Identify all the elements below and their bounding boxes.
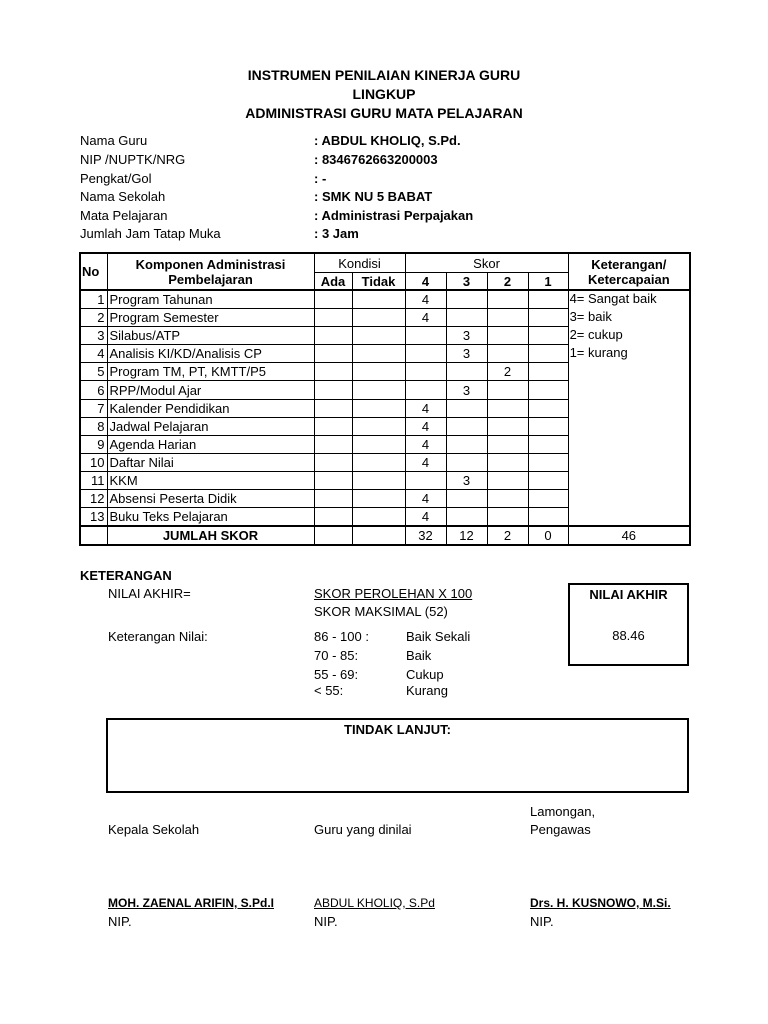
row-no: 7 <box>80 399 107 417</box>
row-no: 5 <box>80 363 107 381</box>
range-3: 55 - 69: <box>314 667 359 682</box>
table-row <box>80 309 690 327</box>
info-value-nip: : 8346762663200003 <box>314 152 438 167</box>
row-ada <box>314 453 352 471</box>
table-row <box>80 345 690 363</box>
nilai-akhir-box-title: NILAI AKHIR <box>589 587 668 602</box>
keterangan-cell <box>568 508 690 527</box>
range-3-desc: Cukup <box>406 667 444 682</box>
row-tidak <box>352 363 405 381</box>
legend-item: 4= Sangat baik <box>568 290 690 309</box>
row-komponen: Absensi Peserta Didik <box>107 490 314 508</box>
th-skor-3: 3 <box>446 273 487 291</box>
row-skor-1 <box>528 327 568 345</box>
signature-place: Lamongan, <box>530 804 596 819</box>
table-row <box>80 508 690 527</box>
row-skor-4 <box>405 471 446 489</box>
assessment-table <box>79 252 691 546</box>
row-skor-3 <box>446 417 487 435</box>
th-skor-1: 1 <box>528 273 568 291</box>
row-komponen: KKM <box>107 471 314 489</box>
row-tidak <box>352 471 405 489</box>
row-tidak <box>352 417 405 435</box>
total-skor-3: 12 <box>446 526 487 545</box>
th-komponen: Komponen Administrasi Pembelajaran <box>107 253 314 290</box>
role-kepala-sekolah: Kepala Sekolah <box>108 822 200 837</box>
formula-numerator: SKOR PEROLEHAN X 100 <box>314 586 473 601</box>
table-row <box>80 435 690 453</box>
range-1: 86 - 100 : <box>314 629 369 644</box>
range-2-desc: Baik <box>406 648 432 663</box>
row-no: 9 <box>80 435 107 453</box>
keterangan-nilai-label: Keterangan Nilai: <box>108 629 208 644</box>
th-skor-2: 2 <box>487 273 528 291</box>
row-ada <box>314 417 352 435</box>
row-ada <box>314 471 352 489</box>
row-tidak <box>352 435 405 453</box>
nilai-akhir-value: 88.46 <box>612 628 645 643</box>
info-label-mapel: Mata Pelajaran <box>80 208 168 223</box>
row-komponen: RPP/Modul Ajar <box>107 381 314 399</box>
keterangan-heading: KETERANGAN <box>80 568 172 583</box>
info-label-pangkat: Pengkat/Gol <box>80 171 152 186</box>
row-komponen: Silabus/ATP <box>107 327 314 345</box>
th-kondisi: Kondisi <box>314 253 405 273</box>
name-guru: ABDUL KHOLIQ, S.Pd <box>314 896 435 910</box>
info-label-nip: NIP /NUPTK/NRG <box>80 152 186 167</box>
row-skor-2 <box>487 417 528 435</box>
keterangan-cell <box>568 399 690 417</box>
row-skor-2: 2 <box>487 363 528 381</box>
row-komponen: Program Semester <box>107 309 314 327</box>
row-ada <box>314 309 352 327</box>
legend-item: 1= kurang <box>568 345 690 363</box>
row-no: 13 <box>80 508 107 527</box>
nilai-akhir-box <box>568 583 689 666</box>
doc-title-line2: LINGKUP <box>352 86 416 102</box>
th-ada: Ada <box>314 273 352 291</box>
row-komponen: Program Tahunan <box>107 290 314 309</box>
row-tidak <box>352 345 405 363</box>
info-value-jam: : 3 Jam <box>314 226 359 241</box>
table-row <box>80 327 690 345</box>
row-skor-2 <box>487 435 528 453</box>
row-skor-3 <box>446 435 487 453</box>
row-skor-1 <box>528 309 568 327</box>
info-label-sekolah: Nama Sekolah <box>80 189 166 204</box>
row-skor-4: 4 <box>405 309 446 327</box>
keterangan-cell <box>568 417 690 435</box>
row-skor-3 <box>446 453 487 471</box>
total-skor-1: 0 <box>528 526 568 545</box>
doc-title-line1: INSTRUMEN PENILAIAN KINERJA GURU <box>247 67 521 83</box>
row-komponen: Agenda Harian <box>107 435 314 453</box>
row-skor-1 <box>528 490 568 508</box>
nip-pengawas: NIP. <box>530 914 554 929</box>
row-ada <box>314 381 352 399</box>
row-skor-4 <box>405 345 446 363</box>
row-skor-3 <box>446 399 487 417</box>
row-skor-4: 4 <box>405 290 446 309</box>
info-label-nama-guru: Nama Guru <box>80 133 148 148</box>
row-ada <box>314 490 352 508</box>
row-skor-4 <box>405 363 446 381</box>
row-skor-1 <box>528 435 568 453</box>
row-komponen: Program TM, PT, KMTT/P5 <box>107 363 314 381</box>
doc-title-line3: ADMINISTRASI GURU MATA PELAJARAN <box>245 105 523 121</box>
table-row <box>80 490 690 508</box>
row-tidak <box>352 453 405 471</box>
row-skor-2 <box>487 290 528 309</box>
keterangan-cell <box>568 471 690 489</box>
info-label-jam: Jumlah Jam Tatap Muka <box>80 226 221 241</box>
row-komponen: Jadwal Pelajaran <box>107 417 314 435</box>
row-komponen: Analisis KI/KD/Analisis CP <box>107 345 314 363</box>
table-row <box>80 381 690 399</box>
info-value-nama-guru: : ABDUL KHOLIQ, S.Pd. <box>314 133 461 148</box>
row-no: 1 <box>80 290 107 309</box>
table-row <box>80 417 690 435</box>
row-no: 8 <box>80 417 107 435</box>
row-skor-3: 3 <box>446 345 487 363</box>
row-skor-3 <box>446 290 487 309</box>
name-pengawas: Drs. H. KUSNOWO, M.Si. <box>530 896 671 910</box>
row-skor-1 <box>528 381 568 399</box>
nip-kepala-sekolah: NIP. <box>108 914 132 929</box>
row-no: 4 <box>80 345 107 363</box>
row-skor-2 <box>487 399 528 417</box>
row-skor-4: 4 <box>405 435 446 453</box>
name-kepala-sekolah: MOH. ZAENAL ARIFIN, S.Pd.I <box>108 896 275 910</box>
keterangan-cell <box>568 381 690 399</box>
row-skor-4 <box>405 381 446 399</box>
row-komponen: Buku Teks Pelajaran <box>107 508 314 527</box>
th-no: No <box>80 253 107 290</box>
nilai-akhir-label: NILAI AKHIR= <box>108 586 191 601</box>
row-skor-2 <box>487 345 528 363</box>
row-skor-4: 4 <box>405 417 446 435</box>
row-skor-2 <box>487 381 528 399</box>
total-all: 46 <box>568 526 690 545</box>
row-skor-1 <box>528 508 568 527</box>
row-skor-1 <box>528 363 568 381</box>
table-row <box>80 453 690 471</box>
row-tidak <box>352 290 405 309</box>
total-skor-2: 2 <box>487 526 528 545</box>
row-skor-1 <box>528 471 568 489</box>
row-tidak <box>352 508 405 527</box>
info-value-sekolah: : SMK NU 5 BABAT <box>314 189 433 204</box>
row-skor-3: 3 <box>446 471 487 489</box>
row-skor-1 <box>528 417 568 435</box>
row-ada <box>314 508 352 527</box>
row-tidak <box>352 399 405 417</box>
row-no: 10 <box>80 453 107 471</box>
table-row <box>80 363 690 381</box>
row-komponen: Kalender Pendidikan <box>107 399 314 417</box>
range-2: 70 - 85: <box>314 648 359 663</box>
info-value-pangkat: : - <box>314 171 327 186</box>
row-skor-4: 4 <box>405 490 446 508</box>
row-skor-3 <box>446 508 487 527</box>
role-guru: Guru yang dinilai <box>314 822 412 837</box>
range-4: < 55: <box>314 683 344 698</box>
row-skor-2 <box>487 508 528 527</box>
row-ada <box>314 399 352 417</box>
th-tidak: Tidak <box>352 273 405 291</box>
legend-item: 2= cukup <box>568 327 690 345</box>
row-skor-4: 4 <box>405 453 446 471</box>
row-ada <box>314 290 352 309</box>
row-skor-3: 3 <box>446 381 487 399</box>
row-skor-2 <box>487 453 528 471</box>
row-skor-3 <box>446 363 487 381</box>
row-skor-3 <box>446 309 487 327</box>
row-skor-1 <box>528 290 568 309</box>
table-row <box>80 290 690 309</box>
row-ada <box>314 345 352 363</box>
row-no: 12 <box>80 490 107 508</box>
total-label: JUMLAH SKOR <box>107 526 314 545</box>
range-4-desc: Kurang <box>406 683 448 698</box>
row-skor-3: 3 <box>446 327 487 345</box>
info-value-mapel: : Administrasi Perpajakan <box>314 208 474 223</box>
row-skor-3 <box>446 490 487 508</box>
keterangan-cell <box>568 453 690 471</box>
table-row <box>80 471 690 489</box>
th-keterangan: Keterangan/ Ketercapaian <box>568 253 690 290</box>
row-skor-2 <box>487 490 528 508</box>
keterangan-cell <box>568 490 690 508</box>
th-skor-4: 4 <box>405 273 446 291</box>
row-no: 11 <box>80 471 107 489</box>
row-no: 3 <box>80 327 107 345</box>
keterangan-cell <box>568 363 690 381</box>
keterangan-cell <box>568 435 690 453</box>
tindak-lanjut-title: TINDAK LANJUT: <box>344 722 451 737</box>
legend-item: 3= baik <box>568 309 690 327</box>
range-1-desc: Baik Sekali <box>406 629 471 644</box>
row-no: 2 <box>80 309 107 327</box>
row-ada <box>314 363 352 381</box>
row-ada <box>314 327 352 345</box>
role-pengawas: Pengawas <box>530 822 591 837</box>
total-skor-4: 32 <box>405 526 446 545</box>
table-row <box>80 399 690 417</box>
row-skor-1 <box>528 345 568 363</box>
nip-guru: NIP. <box>314 914 338 929</box>
formula-denominator: SKOR MAKSIMAL (52) <box>314 604 448 619</box>
row-komponen: Daftar Nilai <box>107 453 314 471</box>
row-ada <box>314 435 352 453</box>
row-skor-1 <box>528 453 568 471</box>
tindak-lanjut-box <box>106 718 689 793</box>
row-skor-4: 4 <box>405 399 446 417</box>
row-skor-2 <box>487 309 528 327</box>
row-tidak <box>352 490 405 508</box>
row-no: 6 <box>80 381 107 399</box>
th-skor: Skor <box>405 253 568 273</box>
row-skor-4: 4 <box>405 508 446 527</box>
row-skor-4 <box>405 327 446 345</box>
row-tidak <box>352 381 405 399</box>
row-skor-1 <box>528 399 568 417</box>
row-skor-2 <box>487 327 528 345</box>
row-skor-2 <box>487 471 528 489</box>
total-row <box>80 526 690 545</box>
row-tidak <box>352 327 405 345</box>
row-tidak <box>352 309 405 327</box>
